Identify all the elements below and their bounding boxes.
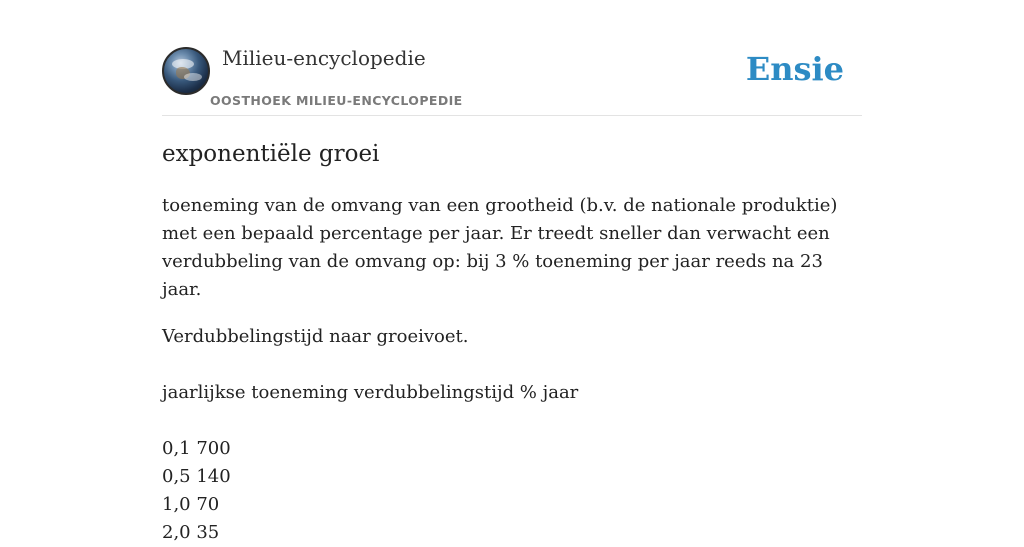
table-row: 0,1 700 xyxy=(162,438,231,459)
earth-logo-icon[interactable] xyxy=(162,47,210,95)
article-body xyxy=(162,192,862,547)
site-subtitle: OOSTHOEK MILIEU-ENCYCLOPEDIE xyxy=(210,93,463,108)
header xyxy=(162,0,862,116)
ensie-logo-link[interactable]: Ensie xyxy=(745,50,844,88)
content xyxy=(162,0,862,543)
table-title: Verdubbelingstijd naar groeivoet. xyxy=(162,326,469,347)
site-title[interactable]: Milieu-encyclopedie xyxy=(222,46,426,70)
table-row: 1,0 70 xyxy=(162,494,220,515)
table-row: 2,0 35 xyxy=(162,522,220,543)
article-paragraph: toeneming van de omvang van een grootheid (b.v. de nationale produktie) met een bepaald percentage per jaar. Er treedt sneller dan verwacht een verdubbeling van de omvang op: bij 3 % toeneming per jaar reeds na 23 jaar. xyxy=(162,195,838,300)
table-row: 0,5 140 xyxy=(162,466,231,487)
table-header: jaarlijkse toeneming verdubbelingstijd % jaar xyxy=(162,382,579,403)
article-title: exponentiële groei xyxy=(162,141,380,167)
